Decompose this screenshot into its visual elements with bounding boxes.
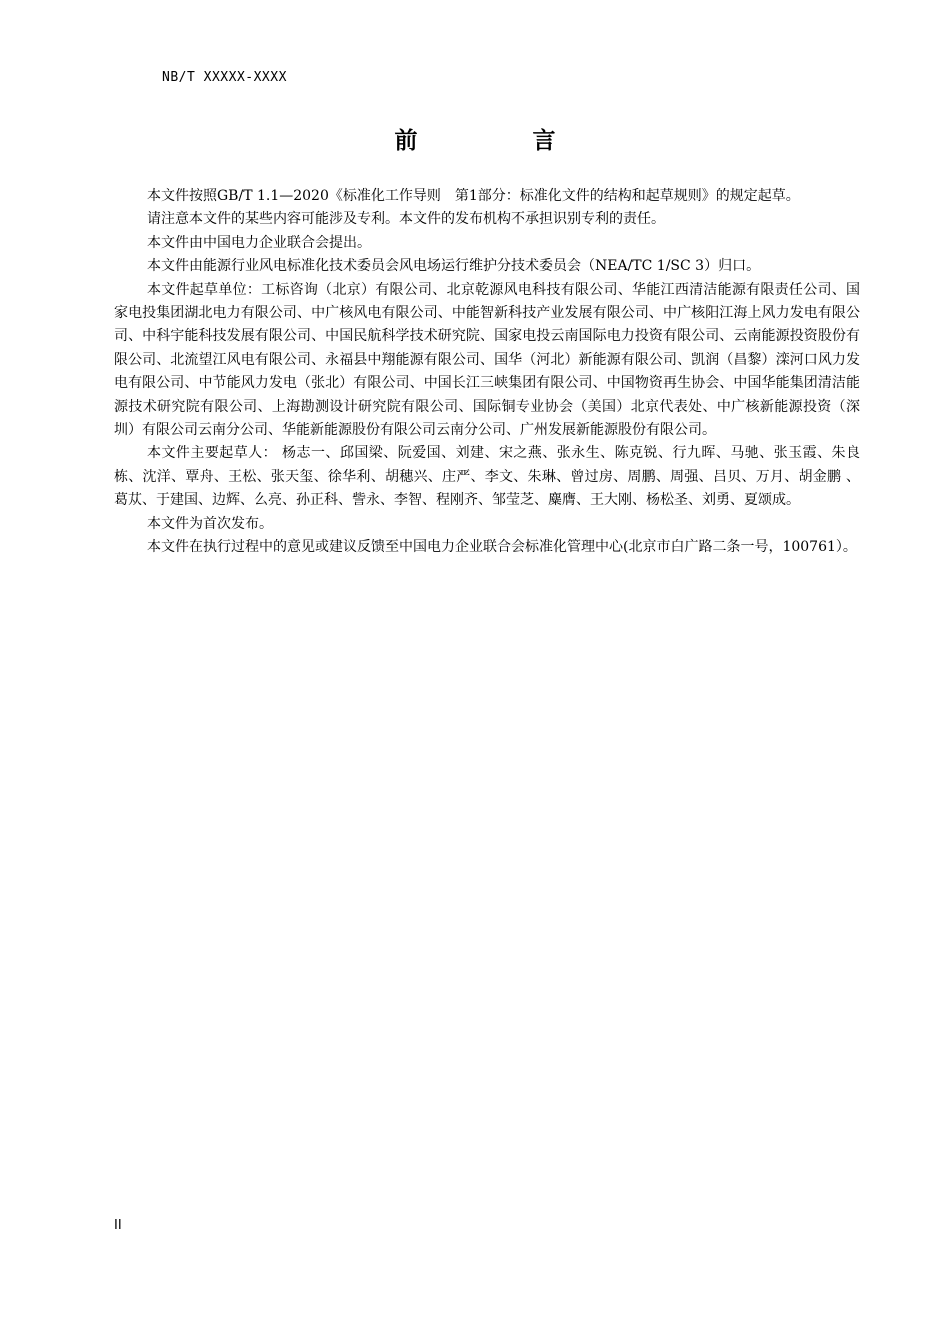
paragraph-drafting-organizations: 本文件起草单位：工标咨询（北京）有限公司、北京乾源风电科技有限公司、华能江西清洁能源有限责任公司、国家电投集团湖北电力有限公司、中广核风电有限公司、中能智新科技产业发展有限公司、中广核阳江海上风力发电有限公司、中科宇能科技发展有限公司、中国民航科学技术研究院、国家电投云南国际电力投资有限公司、云南能源投资股份有限公司、北流望江风电有限公司、永福县中翔能源有限公司、国华（河北）新能源有限公司、凯润（昌黎）滦河口风力发电有限公司、中节能风力发电（张北）有限公司、中国长江三峡集团有限公司、中国物资再生协会、中国华能集团清洁能源技术研究院有限公司、上海勘测设计研究院有限公司、国际铜专业协会（美国）北京代表处、中广核新能源投资（深圳）有限公司云南分公司、华能新能源股份有限公司云南分公司、广州发展新能源股份有限公司。 (114, 281, 860, 439)
foreword-body (114, 185, 860, 560)
page-number: II (114, 1218, 122, 1233)
paragraph-proposer: 本文件由中国电力企业联合会提出。 (147, 234, 371, 251)
paragraph-patent-notice: 请注意本文件的某些内容可能涉及专利。本文件的发布机构不承担识别专利的责任。 (147, 211, 665, 228)
page-title: 前 言 (394, 128, 602, 154)
paragraph-drafting-rules: 本文件按照GB/T 1.1—2020《标准化工作导则 第1部分：标准化文件的结构和起草规则》的规定起草。 (147, 188, 800, 204)
paragraph-first-edition: 本文件为首次发布。 (147, 515, 273, 532)
paragraph-drafters: 本文件主要起草人： 杨志一、邱国梁、阮爱国、刘建、宋之燕、张永生、陈克锐、行九晖、马驰、张玉霞、朱良栋、沈洋、覃舟、王松、张天玺、徐华利、胡穗兴、庄严、李文、朱琳、曾过房、周鹏、周强、吕贝、万月、胡金鹏 、葛苁、于建国、边辉、么亮、孙正科、訾永、李智、程刚齐、邹莹芝、麋膺、王大刚、杨松圣、刘勇、夏颂成。 (114, 445, 860, 509)
paragraph-feedback: 本文件在执行过程中的意见或建议反馈至中国电力企业联合会标准化管理中心(北京市白广路二条一号，100761）。 (147, 539, 857, 556)
paragraph-technical-committee: 本文件由能源行业风电标准化技术委员会风电场运行维护分技术委员会（NEA/TC 1/SC 3）归口。 (147, 258, 761, 275)
document-code: NB/T XXXXX-XXXX (162, 70, 287, 85)
